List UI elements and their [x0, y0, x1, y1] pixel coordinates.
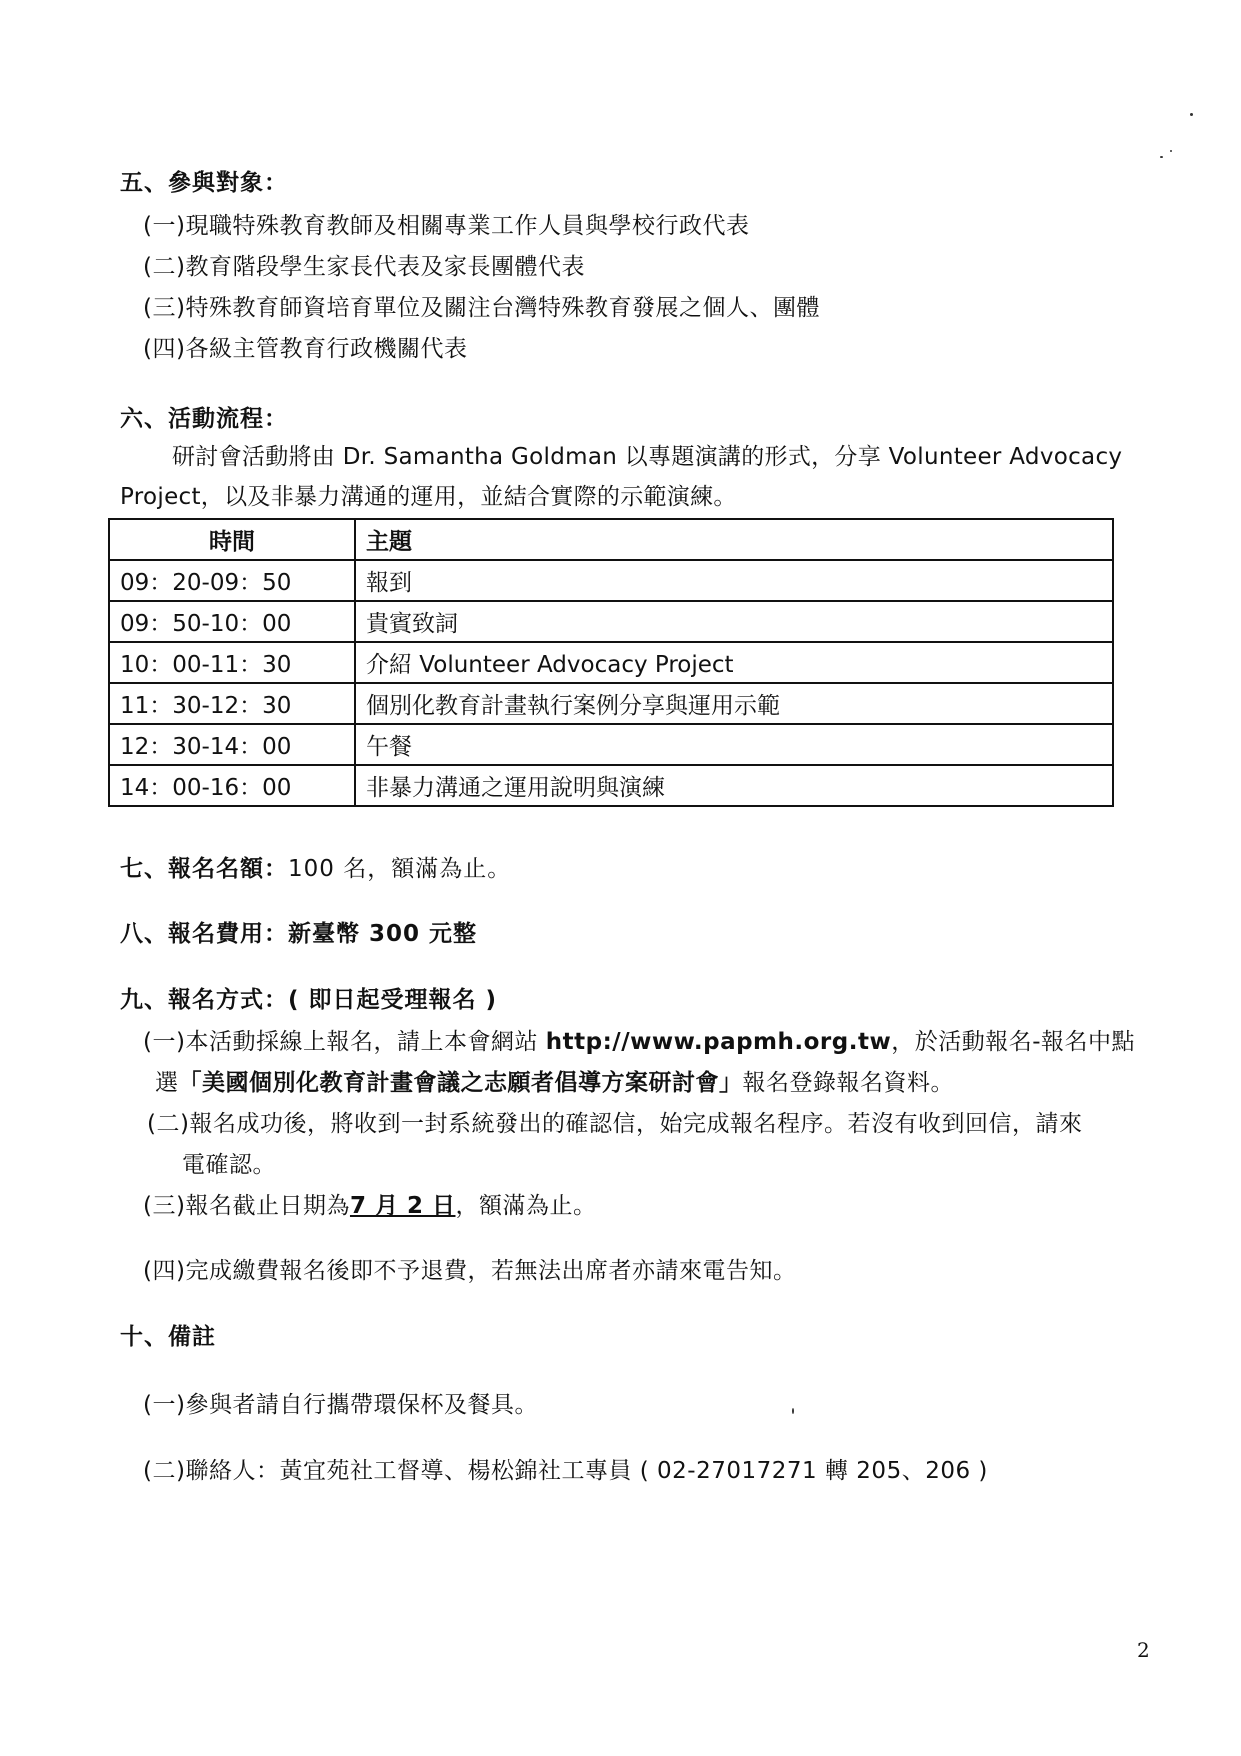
- section-10-heading: 十、備註: [120, 1324, 216, 1350]
- section-9-item-1-text-b: ，於活動報名-報名中點: [891, 1029, 1136, 1055]
- section-5-heading: 五、參與對象：: [120, 170, 288, 196]
- section-9-item-2-line-2: 電確認。: [182, 1152, 276, 1178]
- section-7: [120, 850, 511, 883]
- section-5-item-2: (二)教育階段學生家長代表及家長團體代表: [143, 254, 585, 280]
- section-9-item-1-text-c: 選: [155, 1070, 179, 1096]
- table-row: [109, 560, 1113, 601]
- schedule-topic: 個別化教育計畫執行案例分享與運用示範: [355, 683, 1113, 724]
- schedule-time: 12：30-14：00: [109, 724, 355, 765]
- section-8-text: 新臺幣 300 元整: [288, 921, 478, 947]
- section-6-intro: 研討會活動將由 Dr. Samantha Goldman 以專題演講的形式，分享 Volunteer Advocacy Project，以及非暴力溝通的運用，並結合實際的示範演練。: [120, 444, 1123, 510]
- schedule-topic: 報到: [355, 560, 1113, 601]
- scan-speck: [1190, 113, 1193, 116]
- section-6-heading: 六、活動流程：: [120, 406, 288, 432]
- schedule-topic: 午餐: [355, 724, 1113, 765]
- table-row: [109, 683, 1113, 724]
- page-number: 2: [1137, 1638, 1150, 1662]
- section-9-item-3-text: (三)報名截止日期為: [143, 1193, 350, 1219]
- scan-speck: [1160, 156, 1163, 158]
- section-7-heading: 七、報名名額：: [120, 856, 288, 882]
- schedule-topic: 非暴力溝通之運用說明與演練: [355, 765, 1113, 806]
- section-5-item-4: (四)各級主管教育行政機關代表: [143, 336, 468, 362]
- schedule-time: 11：30-12：30: [109, 683, 355, 724]
- schedule-header-row: [109, 519, 1113, 560]
- section-9-item-1-line-2: [155, 1064, 954, 1097]
- schedule-time: 10：00-11：30: [109, 642, 355, 683]
- section-9-heading: 九、報名方式：( 即日起受理報名 ): [120, 987, 498, 1013]
- section-10-item-2: (二)聯絡人：黃宜苑社工督導、楊松錦社工專員 ( 02-27017271 轉 205、206 ): [143, 1458, 988, 1484]
- section-10-item-1: (一)參與者請自行攜帶環保杯及餐具。: [143, 1392, 538, 1418]
- section-9-item-2-line-1: (二)報名成功後，將收到一封系統發出的確認信，始完成報名程序。若沒有收到回信，請來: [147, 1111, 1083, 1137]
- schedule-header-time: 時間: [109, 519, 355, 560]
- section-5-item-3: (三)特殊教育師資培育單位及關注台灣特殊教育發展之個人、團體: [143, 295, 820, 321]
- section-9-item-1-text: (一)本活動採線上報名，請上本會網站: [143, 1029, 546, 1055]
- schedule-header-topic: 主題: [355, 519, 1113, 560]
- table-row: [109, 601, 1113, 642]
- section-5-item-1: (一)現職特殊教育教師及相關專業工作人員與學校行政代表: [143, 213, 750, 239]
- schedule-topic: 介紹 Volunteer Advocacy Project: [355, 642, 1113, 683]
- table-row: [109, 642, 1113, 683]
- section-7-text: 100 名，額滿為止。: [288, 856, 512, 882]
- section-9-item-1-text-d: 報名登錄報名資料。: [742, 1070, 954, 1096]
- table-row: [109, 765, 1113, 806]
- schedule-topic: 貴賓致詞: [355, 601, 1113, 642]
- schedule-time: 09：50-10：00: [109, 601, 355, 642]
- schedule-time: 14：00-16：00: [109, 765, 355, 806]
- section-8-heading: 八、報名費用：: [120, 921, 288, 947]
- website-url-link[interactable]: http://www.papmh.org.tw: [545, 1029, 892, 1055]
- scan-speck: [1170, 150, 1172, 152]
- section-9-item-4: (四)完成繳費報名後即不予退費，若無法出席者亦請來電告知。: [143, 1258, 797, 1284]
- section-9-item-1-line-1: [143, 1023, 1135, 1056]
- section-9-item-3: [143, 1187, 596, 1220]
- scan-speck: [792, 1408, 794, 1414]
- event-title: 「美國個別化教育計畫會議之志願者倡導方案研討會」: [178, 1070, 743, 1096]
- section-8: [120, 915, 477, 948]
- schedule-table: [108, 518, 1114, 807]
- section-9-item-3-text-b: ，額滿為止。: [455, 1193, 597, 1219]
- table-row: [109, 724, 1113, 765]
- deadline-date: 7 月 2 日: [349, 1193, 456, 1219]
- schedule-time: 09：20-09：50: [109, 560, 355, 601]
